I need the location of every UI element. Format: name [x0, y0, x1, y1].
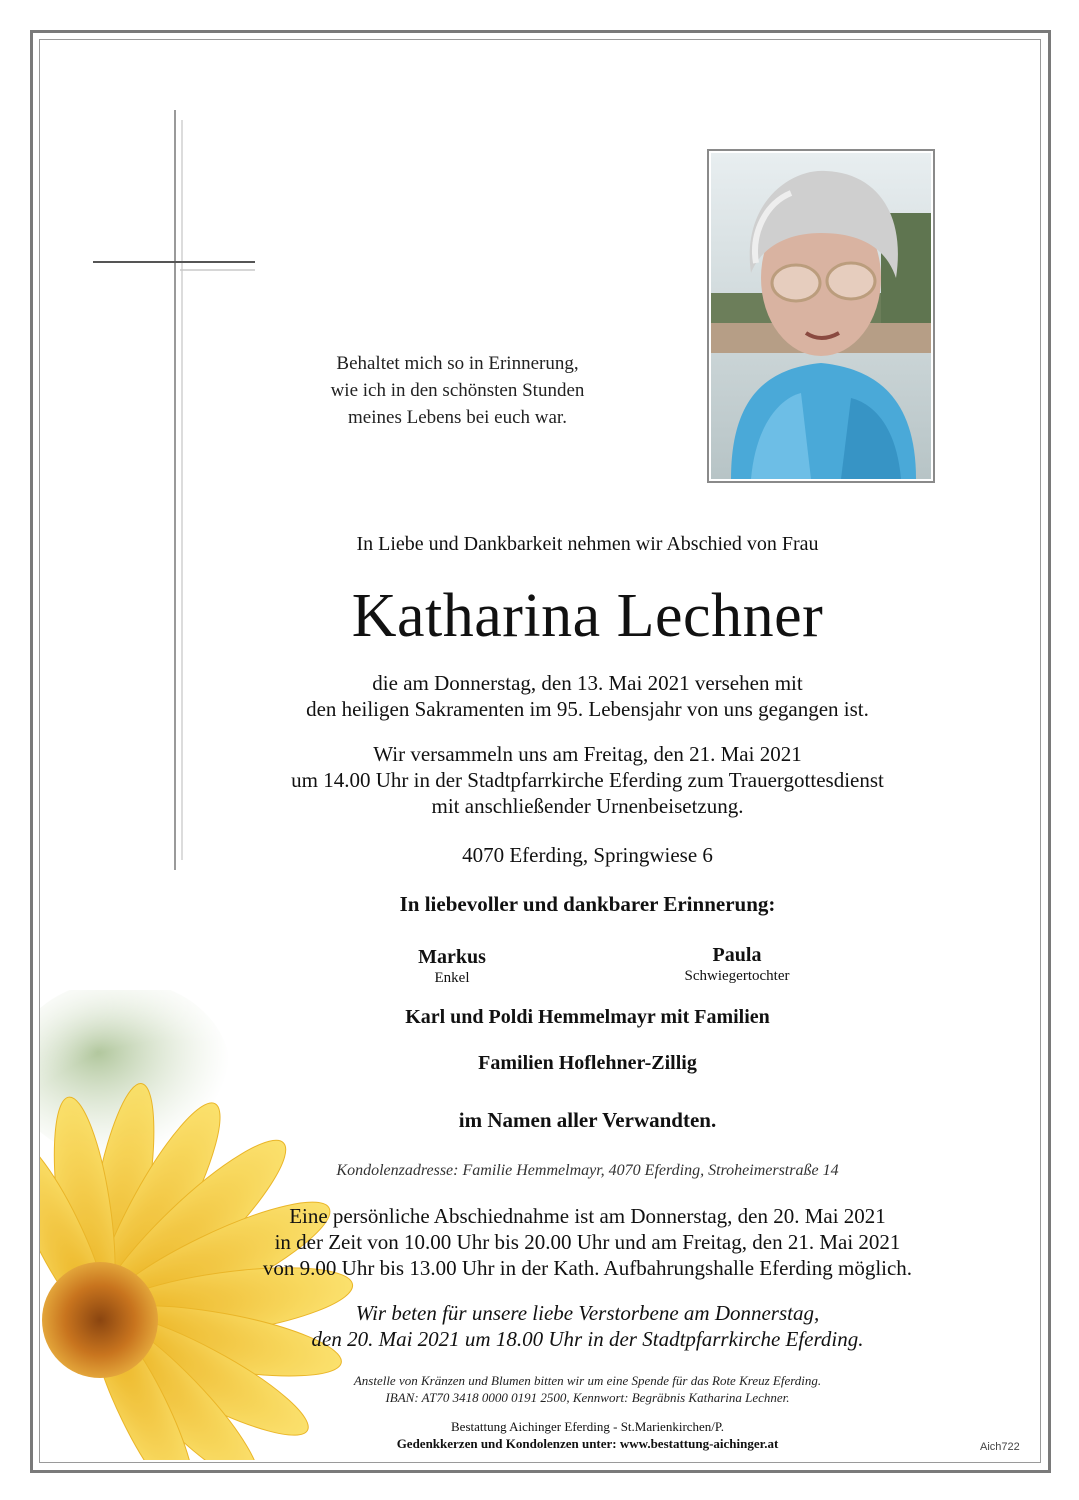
donation-text [150, 1372, 1025, 1406]
home-address: 4070 Eferding, Springwiese 6 [462, 843, 713, 867]
passing-line: den heiligen Sakramenten im 95. Lebensjahr von uns gegangen ist. [306, 697, 869, 721]
undertaker-website: Gedenkkerzen und Kondolenzen unter: www.bestattung-aichinger.at [396, 1436, 779, 1451]
mourner-name: Markus [418, 946, 486, 968]
viewing-text [150, 1203, 1025, 1281]
verse-line: Behaltet mich so in Erinnerung, [336, 353, 579, 374]
prayer-line: den 20. Mai 2021 um 18.00 Uhr in der Stadtpfarrkirche Eferding. [311, 1327, 864, 1351]
undertaker-name: Bestattung Aichinger Eferding - St.Marienkirchen/P. [451, 1419, 724, 1434]
memory-heading: In liebevoller und dankbarer Erinnerung: [399, 892, 776, 916]
verse-line: meines Lebens bei euch war. [348, 407, 567, 428]
condolence-address: Kondolenzadresse: Familie Hemmelmayr, 4070 Eferding, Stroheimerstraße 14 [336, 1162, 839, 1179]
donation-line: Anstelle von Kränzen und Blumen bitten wir um eine Spende für das Rote Kreuz Eferding. [353, 1373, 822, 1388]
mourner [352, 945, 552, 987]
family-line: Familien Hoflehner-Zillig [478, 1052, 697, 1074]
service-line: Wir versammeln uns am Freitag, den 21. Mai 2021 [373, 742, 802, 766]
service-line: mit anschließender Urnenbeisetzung. [431, 794, 744, 818]
mourner [637, 943, 837, 985]
relatives-line: im Namen aller Verwandten. [458, 1108, 717, 1132]
donation-line: IBAN: AT70 3418 0000 0191 2500, Kennwort: Begräbnis Katharina Lechner. [385, 1390, 790, 1405]
undertaker-info [150, 1418, 1025, 1452]
deceased-name: Katharina Lechner [351, 582, 824, 650]
intro-text: In Liebe und Dankbarkeit nehmen wir Abschied von Frau [356, 533, 819, 555]
portrait-photo [707, 149, 935, 483]
viewing-line: in der Zeit von 10.00 Uhr bis 20.00 Uhr und am Freitag, den 21. Mai 2021 [274, 1230, 901, 1254]
passing-text [150, 670, 1025, 722]
mourner-name: Paula [712, 944, 762, 966]
viewing-line: von 9.00 Uhr bis 13.00 Uhr in der Kath. Aufbahrungshalle Eferding möglich. [262, 1256, 913, 1280]
document-code: Aich722 [980, 1441, 1020, 1453]
viewing-line: Eine persönliche Abschiednahme ist am Donnerstag, den 20. Mai 2021 [289, 1204, 886, 1228]
mourner-relation: Schwiegertochter [684, 968, 790, 984]
family-line: Karl und Poldi Hemmelmayr mit Familien [405, 1006, 770, 1028]
mourner-relation: Enkel [434, 970, 470, 986]
prayer-text [150, 1300, 1025, 1352]
service-line: um 14.00 Uhr in der Stadtpfarrkirche Eferding zum Trauergottesdienst [291, 768, 884, 792]
service-text [150, 741, 1025, 819]
verse-line: wie ich in den schönsten Stunden [330, 380, 585, 401]
verse [300, 350, 615, 431]
passing-line: die am Donnerstag, den 13. Mai 2021 versehen mit [372, 671, 803, 695]
prayer-line: Wir beten für unsere liebe Verstorbene am Donnerstag, [355, 1301, 820, 1325]
